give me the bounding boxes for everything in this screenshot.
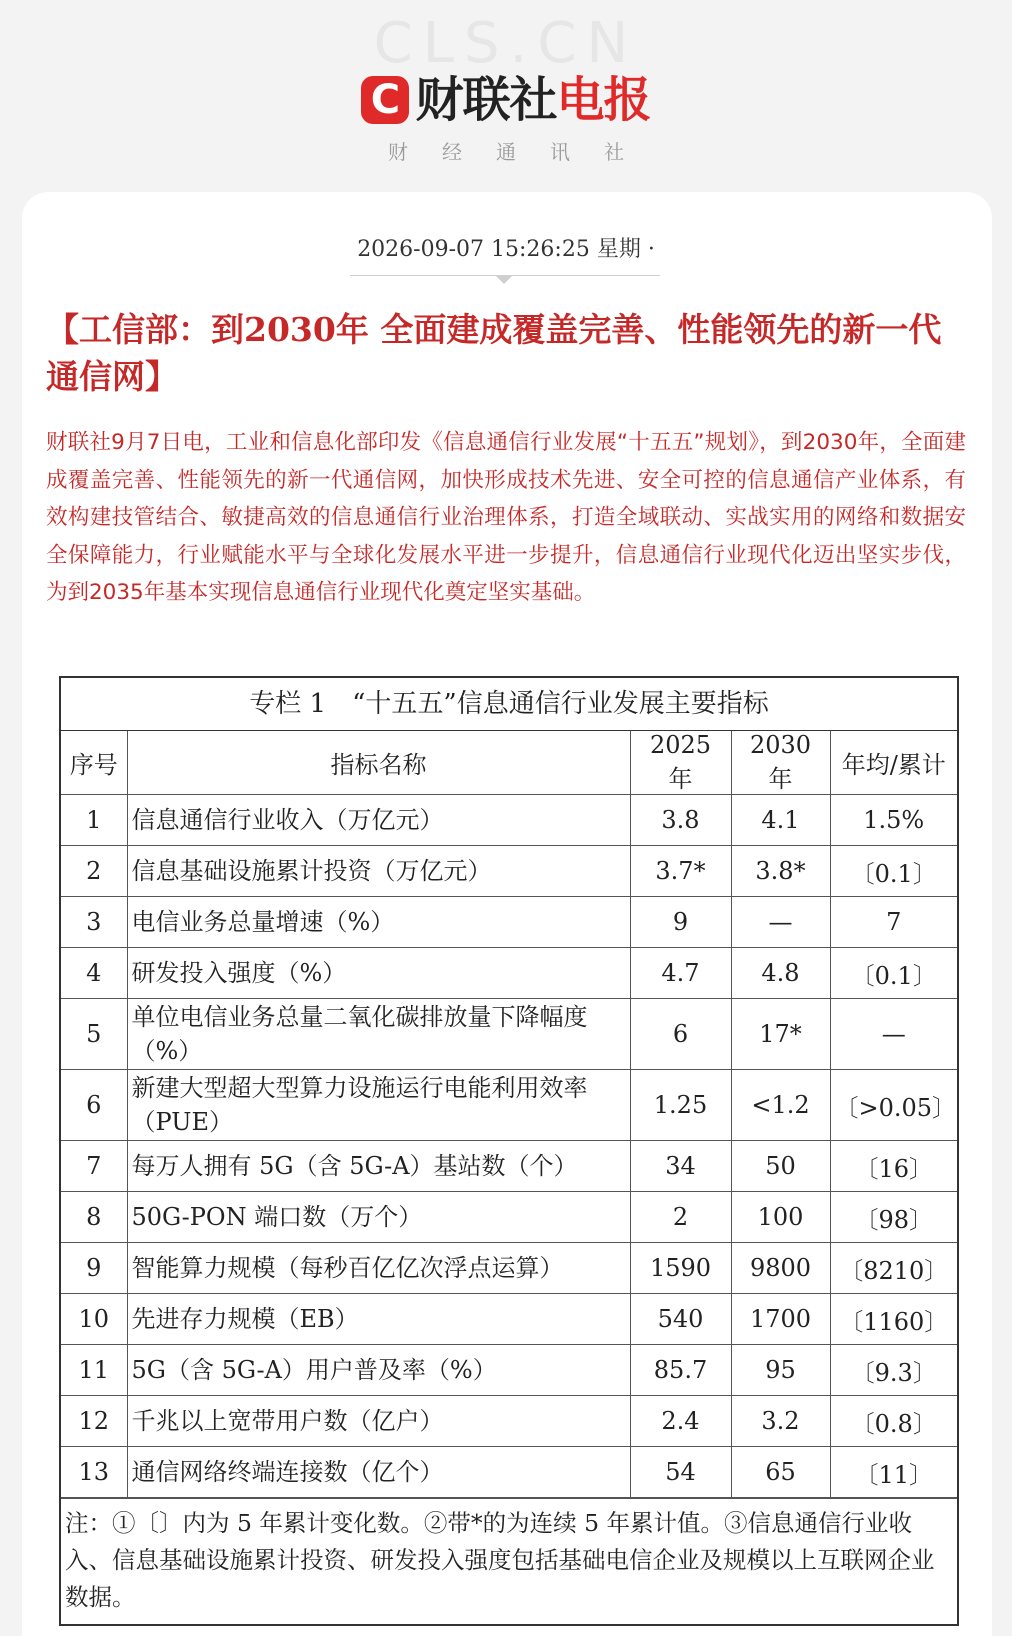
- header-cell: 2025 年: [630, 731, 731, 795]
- table-cell: 9: [61, 1243, 127, 1294]
- table-row: [61, 948, 957, 999]
- indicator-name-cell: 每万人拥有 5G（含 5G-A）基站数（个）: [127, 1141, 630, 1192]
- indicator-name-cell: 先进存力规模（EB）: [127, 1294, 630, 1345]
- table-cell: 7: [61, 1141, 127, 1192]
- table-cell: 1.25: [630, 1070, 731, 1141]
- table-cell: 85.7: [630, 1345, 731, 1396]
- table-cell: 95: [731, 1345, 830, 1396]
- table-cell: 10: [61, 1294, 127, 1345]
- cls-logo-icon: [361, 76, 409, 124]
- table-row: [61, 795, 957, 846]
- table-row: [61, 1141, 957, 1192]
- table-cell: 〔0.8〕: [830, 1396, 957, 1447]
- table-cell: 〔11〕: [830, 1447, 957, 1498]
- article-lead: 财联社9月7日电，工业和信息化部印发《信息通信行业发展“十五五”规划》，到2030年，全面建成覆盖完善、性能领先的新一代通信网，加快形成技术先进、安全可控的信息通信产业体系，有效构建技管结合、敏捷高效的信息通信行业治理体系，打造全域联动、实战实用的网络和数据安全保障能力，行业赋能水平与全球化发展水平进一步提升，信息通信行业现代化迈出坚实步伐，为到2035年基本实现信息通信行业现代化奠定坚实基础。: [46, 430, 966, 605]
- table-note: 注：①〔〕内为 5 年累计变化数。②带*的为连续 5 年累计值。③信息通信行业收入、信息基础设施累计投资、研发投入强度包括基础电信企业及规模以上互联网企业数据。: [61, 1498, 957, 1624]
- header-cell: 指标名称: [127, 731, 630, 795]
- brand-header: [0, 74, 1012, 126]
- table-cell: 12: [61, 1396, 127, 1447]
- table-row: [61, 1447, 957, 1498]
- table-cell: 17*: [731, 999, 830, 1070]
- table-cell: 7: [830, 897, 957, 948]
- table-cell: 4.8: [731, 948, 830, 999]
- table-cell: 13: [61, 1447, 127, 1498]
- table-cell: <1.2: [731, 1070, 830, 1141]
- table-cell: 1590: [630, 1243, 731, 1294]
- table-row: [61, 1070, 957, 1141]
- table-cell: 2: [61, 846, 127, 897]
- table-cell: 9: [630, 897, 731, 948]
- brand-name-part2: 电报: [556, 72, 651, 128]
- table-cell: 3.8: [630, 795, 731, 846]
- indicator-name-cell: 研发投入强度（%）: [127, 948, 630, 999]
- table-cell: 9800: [731, 1243, 830, 1294]
- table-cell: 〔>0.05〕: [830, 1070, 957, 1141]
- table-row: [61, 1243, 957, 1294]
- date-divider-pointer: [495, 275, 513, 284]
- header-cell: 序号: [61, 731, 127, 795]
- brand-name-part1: 财联社: [415, 72, 557, 128]
- indicator-grid: [61, 731, 957, 1498]
- table-cell: 5: [61, 999, 127, 1070]
- table-cell: 1.5%: [830, 795, 957, 846]
- table-cell: 6: [630, 999, 731, 1070]
- indicator-name-cell: 千兆以上宽带用户数（亿户）: [127, 1396, 630, 1447]
- table-row: [61, 1396, 957, 1447]
- logo-letter: C: [370, 77, 401, 123]
- table-row: [61, 846, 957, 897]
- table-cell: 54: [630, 1447, 731, 1498]
- table-cell: —: [830, 999, 957, 1070]
- indicator-name-cell: 5G（含 5G-A）用户普及率（%）: [127, 1345, 630, 1396]
- table-cell: —: [731, 897, 830, 948]
- indicator-name-cell: 单位电信业务总量二氧化碳排放量下降幅度（%）: [127, 999, 630, 1070]
- brand-name: [415, 74, 650, 126]
- table-cell: 〔0.1〕: [830, 846, 957, 897]
- indicator-name-cell: 通信网络终端连接数（亿个）: [127, 1447, 630, 1498]
- table-row: [61, 999, 957, 1070]
- indicator-name-cell: 智能算力规模（每秒百亿亿次浮点运算）: [127, 1243, 630, 1294]
- table-row: [61, 1294, 957, 1345]
- header-cell: 年均/累计: [830, 731, 957, 795]
- table-cell: 3.8*: [731, 846, 830, 897]
- article-headline: 【工信部：到2030年 全面建成覆盖完善、性能领先的新一代通信网】: [46, 310, 942, 396]
- table-cell: 34: [630, 1141, 731, 1192]
- header-cell: 2030 年: [731, 731, 830, 795]
- indicator-name-cell: 信息基础设施累计投资（万亿元）: [127, 846, 630, 897]
- table-cell: 4: [61, 948, 127, 999]
- table-row: [61, 1192, 957, 1243]
- table-cell: 4.7: [630, 948, 731, 999]
- table-row: [61, 1345, 957, 1396]
- indicator-name-cell: 电信业务总量增速（%）: [127, 897, 630, 948]
- table-cell: 65: [731, 1447, 830, 1498]
- table-cell: 50: [731, 1141, 830, 1192]
- indicator-name-cell: 50G-PON 端口数（万个）: [127, 1192, 630, 1243]
- table-cell: 2.4: [630, 1396, 731, 1447]
- indicator-name-cell: 信息通信行业收入（万亿元）: [127, 795, 630, 846]
- table-cell: 2: [630, 1192, 731, 1243]
- watermark: CLS.CN: [373, 11, 639, 76]
- table-cell: 540: [630, 1294, 731, 1345]
- table-cell: 〔16〕: [830, 1141, 957, 1192]
- table-row: [61, 897, 957, 948]
- table-cell: 8: [61, 1192, 127, 1243]
- table-cell: 4.1: [731, 795, 830, 846]
- indicator-table: [59, 676, 959, 1626]
- table-cell: 〔9.3〕: [830, 1345, 957, 1396]
- table-cell: 6: [61, 1070, 127, 1141]
- table-cell: 〔98〕: [830, 1192, 957, 1243]
- table-title: 专栏 1 “十五五”信息通信行业发展主要指标: [61, 678, 957, 731]
- table-cell: 11: [61, 1345, 127, 1396]
- indicator-name-cell: 新建大型超大型算力设施运行电能利用效率（PUE）: [127, 1070, 630, 1141]
- table-cell: 〔1160〕: [830, 1294, 957, 1345]
- table-cell: 〔8210〕: [830, 1243, 957, 1294]
- table-cell: 1: [61, 795, 127, 846]
- brand-subtitle: 财经通讯社: [388, 140, 658, 164]
- publish-datetime: 2026-09-07 15:26:25 星期 ·: [357, 237, 655, 262]
- table-cell: 3: [61, 897, 127, 948]
- table-cell: 〔0.1〕: [830, 948, 957, 999]
- table-cell: 100: [731, 1192, 830, 1243]
- table-cell: 3.2: [731, 1396, 830, 1447]
- table-cell: 3.7*: [630, 846, 731, 897]
- table-header-row: [61, 731, 957, 795]
- table-cell: 1700: [731, 1294, 830, 1345]
